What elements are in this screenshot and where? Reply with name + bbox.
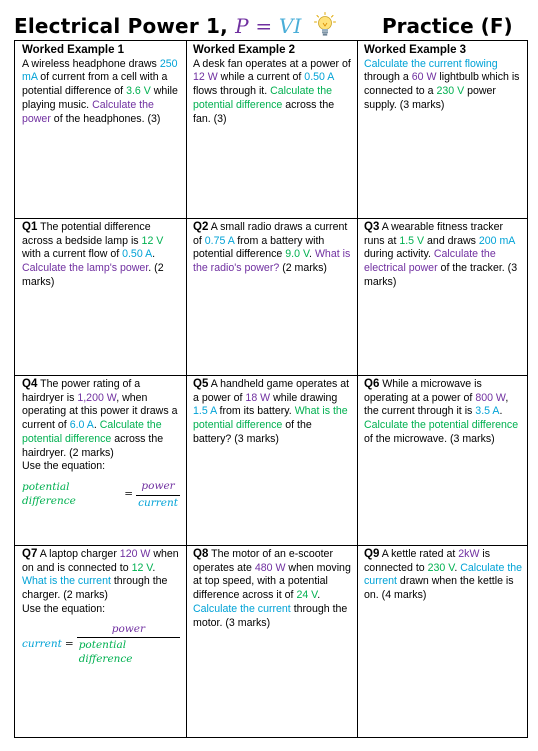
- question-text: [22, 221, 180, 290]
- highlighted-value: 0.75 A: [204, 234, 235, 247]
- formula-p: P: [235, 14, 249, 38]
- text-segment: The potential difference across a bedside lamp is: [22, 221, 151, 247]
- highlighted-value: 60 W: [411, 71, 437, 84]
- text-segment: lightbulb which is connected to a: [364, 71, 520, 98]
- question-number: Q3: [364, 221, 380, 233]
- question-number: Q4: [22, 378, 38, 390]
- use-equation-label: Use the equation:: [22, 602, 106, 615]
- text-segment: power supply. (3 marks): [364, 85, 496, 111]
- highlighted-value: 12 V: [131, 561, 153, 574]
- worked-example-3: [357, 41, 529, 218]
- text-segment: A wearable fitness tracker runs at: [364, 221, 503, 247]
- highlighted-value: 1,200 W: [77, 391, 117, 404]
- page-header: [0, 0, 538, 40]
- text-segment: The motor of an e-scooter operates ate: [193, 548, 333, 574]
- text-segment: The power rating of a hairdryer is: [22, 378, 141, 404]
- highlighted-value: 3.5 A: [475, 405, 500, 418]
- question-text: [22, 378, 180, 460]
- text-segment: while a current of: [217, 71, 305, 84]
- highlighted-value: What is the potential difference: [193, 405, 348, 432]
- highlighted-value: Calculate the potential difference: [364, 419, 519, 432]
- lightbulb-icon: [314, 12, 336, 38]
- text-segment: across the fan. (3): [193, 98, 335, 125]
- text-segment: .: [152, 248, 156, 261]
- highlighted-value: 2kW: [458, 548, 480, 560]
- question-number: Q7: [22, 548, 38, 560]
- text-segment: when on and is connected to: [22, 548, 179, 574]
- text-segment: with a current flow of: [22, 248, 123, 261]
- highlighted-value: Calculate the current: [193, 602, 291, 615]
- worked-example-2: [186, 41, 357, 218]
- question-9: [357, 545, 529, 737]
- highlighted-value: 250 mA: [22, 57, 178, 84]
- question-7: [15, 545, 186, 737]
- equals-sign: =: [124, 488, 134, 501]
- text-segment: of the headphones. (3): [50, 112, 161, 125]
- question-text: [22, 58, 180, 127]
- question-text: [364, 221, 523, 290]
- text-segment: , when operating at this power it draws a current of: [22, 391, 178, 432]
- highlighted-value: What is the current: [22, 575, 111, 588]
- question-grid: [14, 40, 528, 738]
- fraction-denominator: potential difference: [77, 637, 180, 666]
- worked-example-1: [15, 41, 186, 218]
- equation-subject: current: [22, 637, 62, 650]
- highlighted-value: 800 W: [475, 391, 506, 404]
- highlighted-value: 120 W: [119, 548, 151, 560]
- cell-heading: Worked Example 2: [193, 44, 296, 56]
- text-segment: (2 marks): [279, 262, 327, 275]
- text-segment: drawn when the kettle is on. (4 marks): [364, 575, 514, 602]
- question-2: [186, 218, 357, 375]
- question-1: [15, 218, 186, 375]
- text-segment: A handheld game operates at a power of: [193, 378, 350, 404]
- text-segment: through the charger. (2 marks): [22, 575, 168, 602]
- practice-label: Practice (F): [382, 14, 513, 38]
- question-number: Q5: [193, 378, 209, 390]
- text-segment: A desk fan operates at a power of: [193, 57, 351, 70]
- highlighted-value: What is the radio's power?: [193, 248, 351, 275]
- text-segment: through a: [364, 71, 412, 84]
- text-segment: while playing music.: [22, 85, 178, 111]
- fraction-numerator: power: [141, 479, 175, 492]
- highlighted-value: 0.50 A: [304, 71, 334, 84]
- text-segment: during activity.: [364, 248, 434, 261]
- highlighted-value: 12 V: [141, 234, 164, 247]
- text-segment: of current from a cell with a potential difference of: [22, 71, 168, 98]
- question-text: [364, 378, 523, 447]
- question-4: [15, 375, 186, 545]
- text-segment: A small radio draws a current of: [193, 221, 348, 247]
- highlighted-value: Calculate the current: [364, 561, 523, 588]
- equation: [22, 480, 180, 510]
- text-segment: .: [454, 561, 461, 574]
- highlighted-value: 3.6 V: [126, 85, 151, 98]
- question-8: [186, 545, 357, 737]
- text-segment: .: [317, 589, 321, 602]
- highlighted-value: 230 V: [436, 85, 465, 98]
- text-segment: A laptop charger: [37, 548, 120, 560]
- question-text: [364, 548, 523, 603]
- fraction-numerator: power: [111, 622, 145, 635]
- text-segment: when moving at top speed, with a potential difference across it of: [193, 561, 351, 602]
- text-segment: .: [152, 561, 156, 574]
- equals-sign: =: [64, 637, 74, 650]
- highlighted-value: 9.0 V: [285, 248, 310, 261]
- text-segment: of the microwave. (3 marks): [364, 432, 495, 445]
- text-segment: A wireless headphone draws: [22, 57, 160, 70]
- text-segment: . (2 marks): [22, 262, 164, 288]
- highlighted-value: 12 W: [193, 71, 218, 84]
- question-number: Q6: [364, 378, 380, 390]
- highlighted-value: 6.0 A: [69, 419, 94, 432]
- text-segment: through the motor. (3 marks): [193, 602, 348, 629]
- highlighted-value: Calculate the electrical power: [364, 248, 496, 275]
- highlighted-value: 480 W: [254, 561, 286, 574]
- equation-fraction: [136, 480, 180, 510]
- power-formula: [235, 14, 302, 38]
- text-segment: across the hairdryer. (2 marks): [22, 432, 164, 459]
- text-segment: of the tracker. (3 marks): [364, 262, 518, 288]
- highlighted-value: Calculate the power: [22, 98, 154, 125]
- question-text: [193, 548, 351, 630]
- text-segment: is connected to: [364, 548, 491, 574]
- text-segment: from a battery with potential difference: [193, 234, 325, 261]
- highlighted-value: Calculate the potential difference: [22, 419, 162, 445]
- text-segment: .: [309, 248, 315, 261]
- question-text: [193, 58, 351, 127]
- question-6: [357, 375, 529, 545]
- question-number: Q8: [193, 548, 209, 560]
- formula-vi: VI: [278, 14, 302, 38]
- title-text: Electrical Power 1,: [14, 14, 228, 38]
- text-segment: of the battery? (3 marks): [193, 419, 312, 445]
- highlighted-value: Calculate the potential difference: [193, 85, 332, 111]
- use-equation-label: Use the equation:: [22, 460, 106, 473]
- highlighted-value: 200 mA: [478, 234, 515, 247]
- question-text: [22, 548, 180, 603]
- cell-heading: Worked Example 1: [22, 44, 125, 56]
- text-segment: while drawing: [270, 391, 338, 404]
- question-number: Q1: [22, 221, 38, 233]
- text-segment: , the current through it is: [364, 391, 509, 418]
- highlighted-value: 0.50 A: [122, 248, 153, 261]
- page-title: [14, 14, 302, 38]
- text-segment: .: [93, 419, 100, 432]
- question-text: [364, 58, 523, 113]
- text-segment: flows through it.: [193, 85, 271, 98]
- highlighted-value: 1.5 V: [399, 234, 425, 247]
- highlighted-value: 1.5 A: [193, 405, 217, 418]
- highlighted-value: 230 V: [427, 561, 455, 574]
- question-text: [193, 378, 351, 447]
- equation-fraction: [77, 623, 180, 667]
- question-number: Q9: [364, 548, 380, 560]
- text-segment: .: [499, 405, 503, 418]
- highlighted-value: Calculate the lamp's power: [22, 262, 149, 275]
- text-segment: While a microwave is operating at a power of: [364, 378, 482, 404]
- question-3: [357, 218, 529, 375]
- question-text: [193, 221, 351, 276]
- text-segment: A kettle rated at: [379, 548, 459, 560]
- text-segment: from its battery.: [216, 405, 295, 418]
- cell-heading: Worked Example 3: [364, 44, 467, 56]
- fraction-denominator: current: [138, 496, 178, 509]
- question-number: Q2: [193, 221, 209, 233]
- highlighted-value: 18 W: [245, 391, 271, 404]
- question-5: [186, 375, 357, 545]
- equation-subject: potential difference: [22, 481, 76, 508]
- formula-equals: =: [255, 14, 273, 38]
- text-segment: and draws: [424, 234, 479, 247]
- equation: [22, 623, 180, 667]
- highlighted-value: Calculate the current flowing: [364, 57, 498, 70]
- highlighted-value: 24 V: [296, 589, 318, 602]
